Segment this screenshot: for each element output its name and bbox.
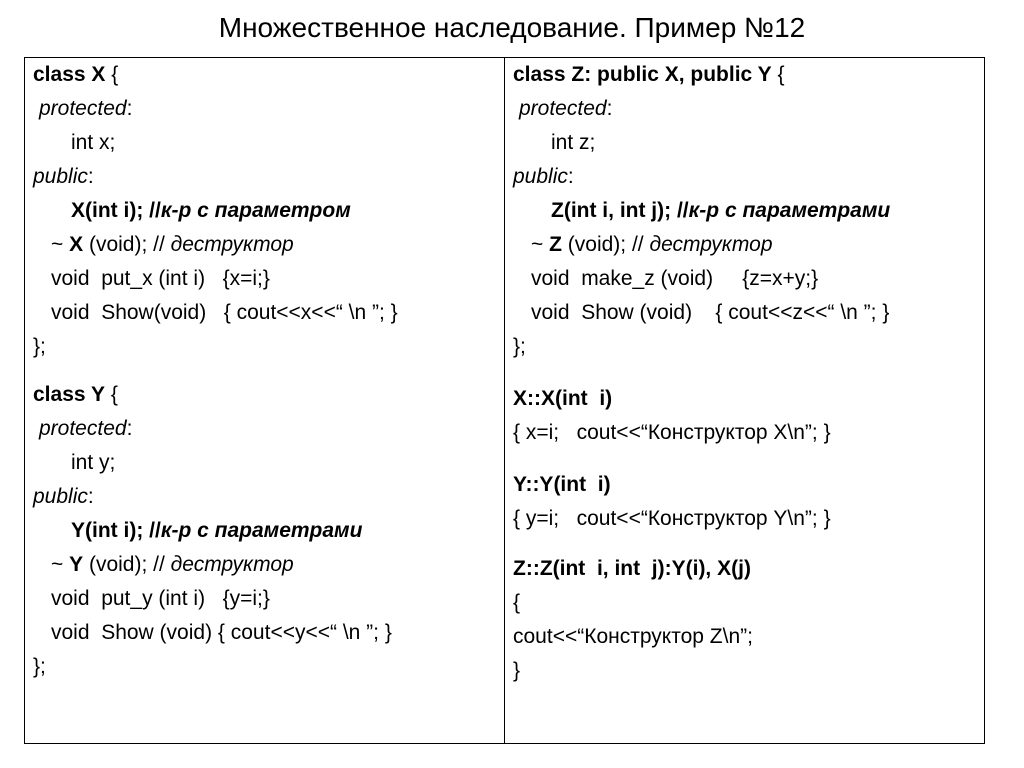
class-x-end: }; [33, 335, 46, 358]
class-y-public: public: [33, 485, 94, 508]
class-y-show: void Show (void) { cout<<y<<“ \n ”; } [51, 621, 392, 644]
def-z-open-brace: { [513, 591, 521, 614]
class-x-header: class X { [33, 63, 119, 86]
class-z-ctor-decl: Z(int i, int j); //к-р с параметрами [551, 199, 891, 222]
class-y-protected: protected: [39, 417, 133, 440]
slide-title: Множественное наследование. Пример №12 [218, 12, 806, 43]
left-column [25, 58, 505, 743]
class-y-ctor-decl: Y(int i); //к-р с параметрами [71, 519, 363, 542]
def-z-close-brace: } [513, 659, 521, 682]
class-y-member: int y; [71, 451, 116, 474]
class-z-end: }; [513, 335, 526, 358]
class-y-end: }; [33, 655, 46, 678]
class-x-show: void Show(void) { cout<<x<<“ \n ”; } [51, 301, 398, 324]
class-x-protected: protected: [39, 97, 133, 120]
class-x-put-x: void put_x (int i) {x=i;} [51, 267, 270, 290]
class-z-member: int z; [551, 131, 596, 154]
def-y-body: { y=i; cout<<“Конструктор Y\n”; } [513, 507, 831, 530]
class-x-dtor: ~ X (void); // деструктор [51, 233, 294, 256]
def-x-body: { x=i; cout<<“Конструктор X\n”; } [513, 421, 831, 444]
class-y-dtor: ~ Y (void); // деструктор [51, 553, 294, 576]
class-z-public: public: [513, 165, 574, 188]
right-column [505, 58, 984, 743]
class-z-show: void Show (void) { cout<<z<<“ \n ”; } [531, 301, 890, 324]
def-x-signature: X::X(int i) [513, 387, 613, 410]
class-x-public: public: [33, 165, 94, 188]
class-x-ctor-decl: X(int i); //к-р с параметром [71, 199, 351, 222]
class-z-protected: protected: [519, 97, 613, 120]
class-x-member: int x; [71, 131, 116, 154]
class-y-header: class Y { [33, 383, 118, 406]
class-z-make-z: void make_z (void) {z=x+y;} [531, 267, 819, 290]
def-z-body: cout<<“Конструктор Z\n”; [513, 625, 753, 648]
class-y-put-y: void put_y (int i) {y=i;} [51, 587, 270, 610]
class-z-header: class Z: public X, public Y { [513, 63, 785, 86]
def-y-signature: Y::Y(int i) [513, 473, 611, 496]
def-z-signature: Z::Z(int i, int j):Y(i), X(j) [513, 557, 751, 580]
class-z-dtor: ~ Z (void); // деструктор [531, 233, 773, 256]
code-table [24, 57, 985, 744]
